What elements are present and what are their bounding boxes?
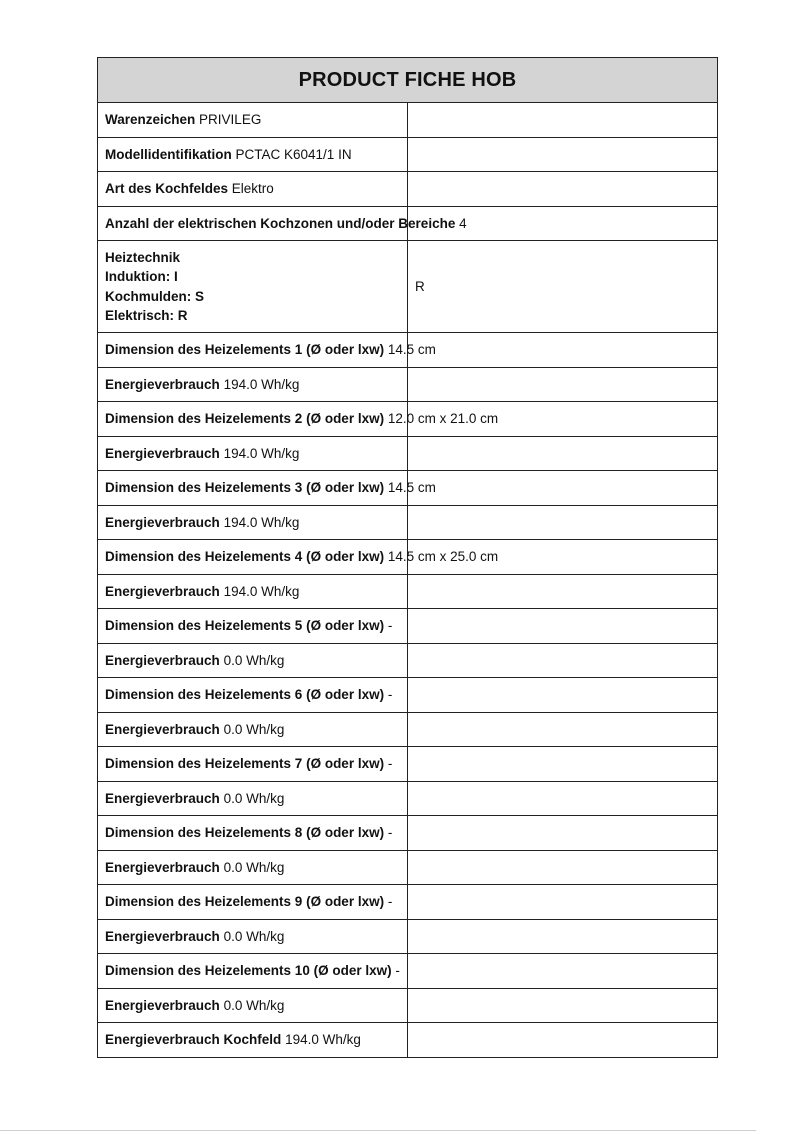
element-5-energy-value: 0.0 Wh/kg bbox=[223, 652, 285, 668]
table-row bbox=[98, 206, 718, 241]
element-6-dimension-value: - bbox=[387, 687, 393, 703]
element-1-energy-extra bbox=[408, 367, 718, 402]
hob-type-cell bbox=[98, 172, 408, 207]
element-2-energy-label: Energieverbrauch bbox=[105, 445, 220, 461]
element-4-energy-cell bbox=[98, 574, 408, 609]
trademark-label: Warenzeichen bbox=[105, 112, 196, 128]
table-row bbox=[98, 850, 718, 885]
element-8-dimension-extra bbox=[408, 816, 718, 851]
zone-count-value: 4 bbox=[459, 215, 467, 231]
element-3-dimension-value: 14.5 cm bbox=[387, 480, 436, 496]
table-row bbox=[98, 919, 718, 954]
element-1-energy-value: 194.0 Wh/kg bbox=[223, 376, 300, 392]
table-row bbox=[98, 333, 718, 368]
element-9-dimension-value: - bbox=[387, 894, 393, 910]
element-7-energy-extra bbox=[408, 781, 718, 816]
element-10-dimension-label: Dimension des Heizelements 10 (Ø oder lxw) bbox=[105, 963, 392, 979]
zone-count-cell bbox=[98, 206, 467, 241]
element-3-dimension-label: Dimension des Heizelements 3 (Ø oder lxw) bbox=[105, 480, 385, 496]
trademark-extra bbox=[408, 103, 718, 138]
element-2-energy-value: 194.0 Wh/kg bbox=[223, 445, 300, 461]
heating-technology-heading: Heiztechnik bbox=[105, 249, 181, 265]
element-5-dimension-cell bbox=[98, 609, 408, 644]
table-row bbox=[98, 574, 718, 609]
element-5-dimension-label: Dimension des Heizelements 5 (Ø oder lxw) bbox=[105, 618, 385, 634]
table-row bbox=[98, 137, 718, 172]
hob-type-extra bbox=[408, 172, 718, 207]
table-row bbox=[98, 103, 718, 138]
table-row bbox=[98, 540, 718, 575]
element-6-dimension-extra bbox=[408, 678, 718, 713]
element-7-dimension-extra bbox=[408, 747, 718, 782]
element-7-dimension-label: Dimension des Heizelements 7 (Ø oder lxw) bbox=[105, 756, 385, 772]
element-4-dimension-value: 14.5 cm x 25.0 cm bbox=[387, 549, 499, 565]
page-bottom-rule bbox=[0, 1130, 756, 1131]
element-6-energy-value: 0.0 Wh/kg bbox=[223, 721, 285, 737]
element-2-dimension-label: Dimension des Heizelements 2 (Ø oder lxw) bbox=[105, 411, 385, 427]
element-8-dimension-value: - bbox=[387, 825, 393, 841]
hob-total-energy-value: 194.0 Wh/kg bbox=[285, 1032, 361, 1048]
table-row bbox=[98, 816, 718, 851]
element-8-energy-label: Energieverbrauch bbox=[105, 859, 220, 875]
fiche-title: PRODUCT FICHE HOB bbox=[98, 58, 718, 103]
element-4-dimension-cell bbox=[98, 540, 499, 575]
model-value: PCTAC K6041/1 IN bbox=[235, 146, 352, 162]
element-9-energy-label: Energieverbrauch bbox=[105, 928, 220, 944]
element-6-energy-extra bbox=[408, 712, 718, 747]
hob-total-energy-label: Energieverbrauch Kochfeld bbox=[105, 1032, 282, 1048]
element-8-dimension-label: Dimension des Heizelements 8 (Ø oder lxw) bbox=[105, 825, 385, 841]
table-row bbox=[98, 436, 718, 471]
element-3-energy-extra bbox=[408, 505, 718, 540]
table-row bbox=[98, 172, 718, 207]
element-2-energy-cell bbox=[98, 436, 408, 471]
element-5-energy-extra bbox=[408, 643, 718, 678]
hob-total-energy-cell bbox=[98, 1023, 408, 1058]
table-row bbox=[98, 505, 718, 540]
element-9-energy-extra bbox=[408, 919, 718, 954]
element-2-dimension-cell bbox=[98, 402, 499, 437]
element-10-energy-extra bbox=[408, 988, 718, 1023]
element-3-energy-value: 194.0 Wh/kg bbox=[223, 514, 300, 530]
element-10-energy-cell bbox=[98, 988, 408, 1023]
hob-type-value: Elektro bbox=[231, 181, 274, 197]
table-row bbox=[98, 781, 718, 816]
element-7-energy-cell bbox=[98, 781, 408, 816]
element-3-dimension-cell bbox=[98, 471, 436, 506]
element-4-energy-extra bbox=[408, 574, 718, 609]
element-10-dimension-cell bbox=[98, 954, 408, 989]
element-8-energy-value: 0.0 Wh/kg bbox=[223, 859, 285, 875]
element-2-energy-extra bbox=[408, 436, 718, 471]
element-9-energy-cell bbox=[98, 919, 408, 954]
element-6-energy-label: Energieverbrauch bbox=[105, 721, 220, 737]
heating-technology-cell bbox=[98, 241, 408, 333]
element-8-energy-extra bbox=[408, 850, 718, 885]
table-row bbox=[98, 747, 718, 782]
model-label: Modellidentifikation bbox=[105, 146, 232, 162]
hob-type-label: Art des Kochfeldes bbox=[105, 181, 229, 197]
element-5-energy-cell bbox=[98, 643, 408, 678]
table-row bbox=[98, 643, 718, 678]
element-10-dimension-extra bbox=[408, 954, 718, 989]
trademark-cell bbox=[98, 103, 408, 138]
element-5-dimension-extra bbox=[408, 609, 718, 644]
element-3-energy-cell bbox=[98, 505, 408, 540]
element-7-dimension-value: - bbox=[387, 756, 393, 772]
table-row bbox=[98, 1023, 718, 1058]
table-row bbox=[98, 367, 718, 402]
heating-technology-electric: Elektrisch: R bbox=[105, 308, 188, 323]
element-8-dimension-cell bbox=[98, 816, 408, 851]
element-1-dimension-extra bbox=[408, 333, 718, 368]
element-6-dimension-cell bbox=[98, 678, 408, 713]
zone-count-label: Anzahl der elektrischen Kochzonen und/oder Bereiche bbox=[105, 215, 456, 231]
element-9-energy-value: 0.0 Wh/kg bbox=[223, 928, 285, 944]
title-row bbox=[98, 58, 718, 103]
element-5-dimension-value: - bbox=[387, 618, 393, 634]
heating-technology-hotplates: Kochmulden: S bbox=[105, 288, 205, 304]
model-extra bbox=[408, 137, 718, 172]
element-4-energy-value: 194.0 Wh/kg bbox=[223, 583, 300, 599]
element-7-dimension-cell bbox=[98, 747, 408, 782]
element-6-dimension-label: Dimension des Heizelements 6 (Ø oder lxw) bbox=[105, 687, 385, 703]
table-row bbox=[98, 678, 718, 713]
table-row bbox=[98, 885, 718, 920]
element-9-dimension-cell bbox=[98, 885, 408, 920]
element-1-energy-label: Energieverbrauch bbox=[105, 376, 220, 392]
element-9-dimension-extra bbox=[408, 885, 718, 920]
table-row bbox=[98, 402, 718, 437]
element-5-energy-label: Energieverbrauch bbox=[105, 652, 220, 668]
table-row bbox=[98, 609, 718, 644]
table-row bbox=[98, 988, 718, 1023]
element-1-dimension-label: Dimension des Heizelements 1 (Ø oder lxw) bbox=[105, 342, 385, 358]
heating-technology-induction: Induktion: I bbox=[105, 269, 178, 284]
product-fiche-table bbox=[97, 57, 718, 1058]
element-3-dimension-extra bbox=[408, 471, 718, 506]
table-row bbox=[98, 471, 718, 506]
model-cell bbox=[98, 137, 408, 172]
table-row bbox=[98, 954, 718, 989]
element-1-energy-cell bbox=[98, 367, 408, 402]
element-8-energy-cell bbox=[98, 850, 408, 885]
element-2-dimension-value: 12.0 cm x 21.0 cm bbox=[387, 411, 499, 427]
trademark-value: PRIVILEG bbox=[199, 112, 262, 128]
element-6-energy-cell bbox=[98, 712, 408, 747]
element-3-energy-label: Energieverbrauch bbox=[105, 514, 220, 530]
table-row bbox=[98, 712, 718, 747]
element-7-energy-label: Energieverbrauch bbox=[105, 790, 220, 806]
hob-total-energy-extra bbox=[408, 1023, 718, 1058]
heating-technology-value: R bbox=[408, 241, 718, 333]
element-4-dimension-label: Dimension des Heizelements 4 (Ø oder lxw) bbox=[105, 549, 385, 565]
element-9-dimension-label: Dimension des Heizelements 9 (Ø oder lxw) bbox=[105, 894, 385, 910]
element-10-dimension-value: - bbox=[395, 963, 400, 979]
element-7-energy-value: 0.0 Wh/kg bbox=[223, 790, 285, 806]
element-10-energy-value: 0.0 Wh/kg bbox=[223, 997, 285, 1013]
element-1-dimension-value: 14.5 cm bbox=[387, 342, 436, 358]
element-4-energy-label: Energieverbrauch bbox=[105, 583, 220, 599]
heating-technology-row bbox=[98, 241, 718, 333]
element-1-dimension-cell bbox=[98, 333, 436, 368]
element-10-energy-label: Energieverbrauch bbox=[105, 997, 220, 1013]
